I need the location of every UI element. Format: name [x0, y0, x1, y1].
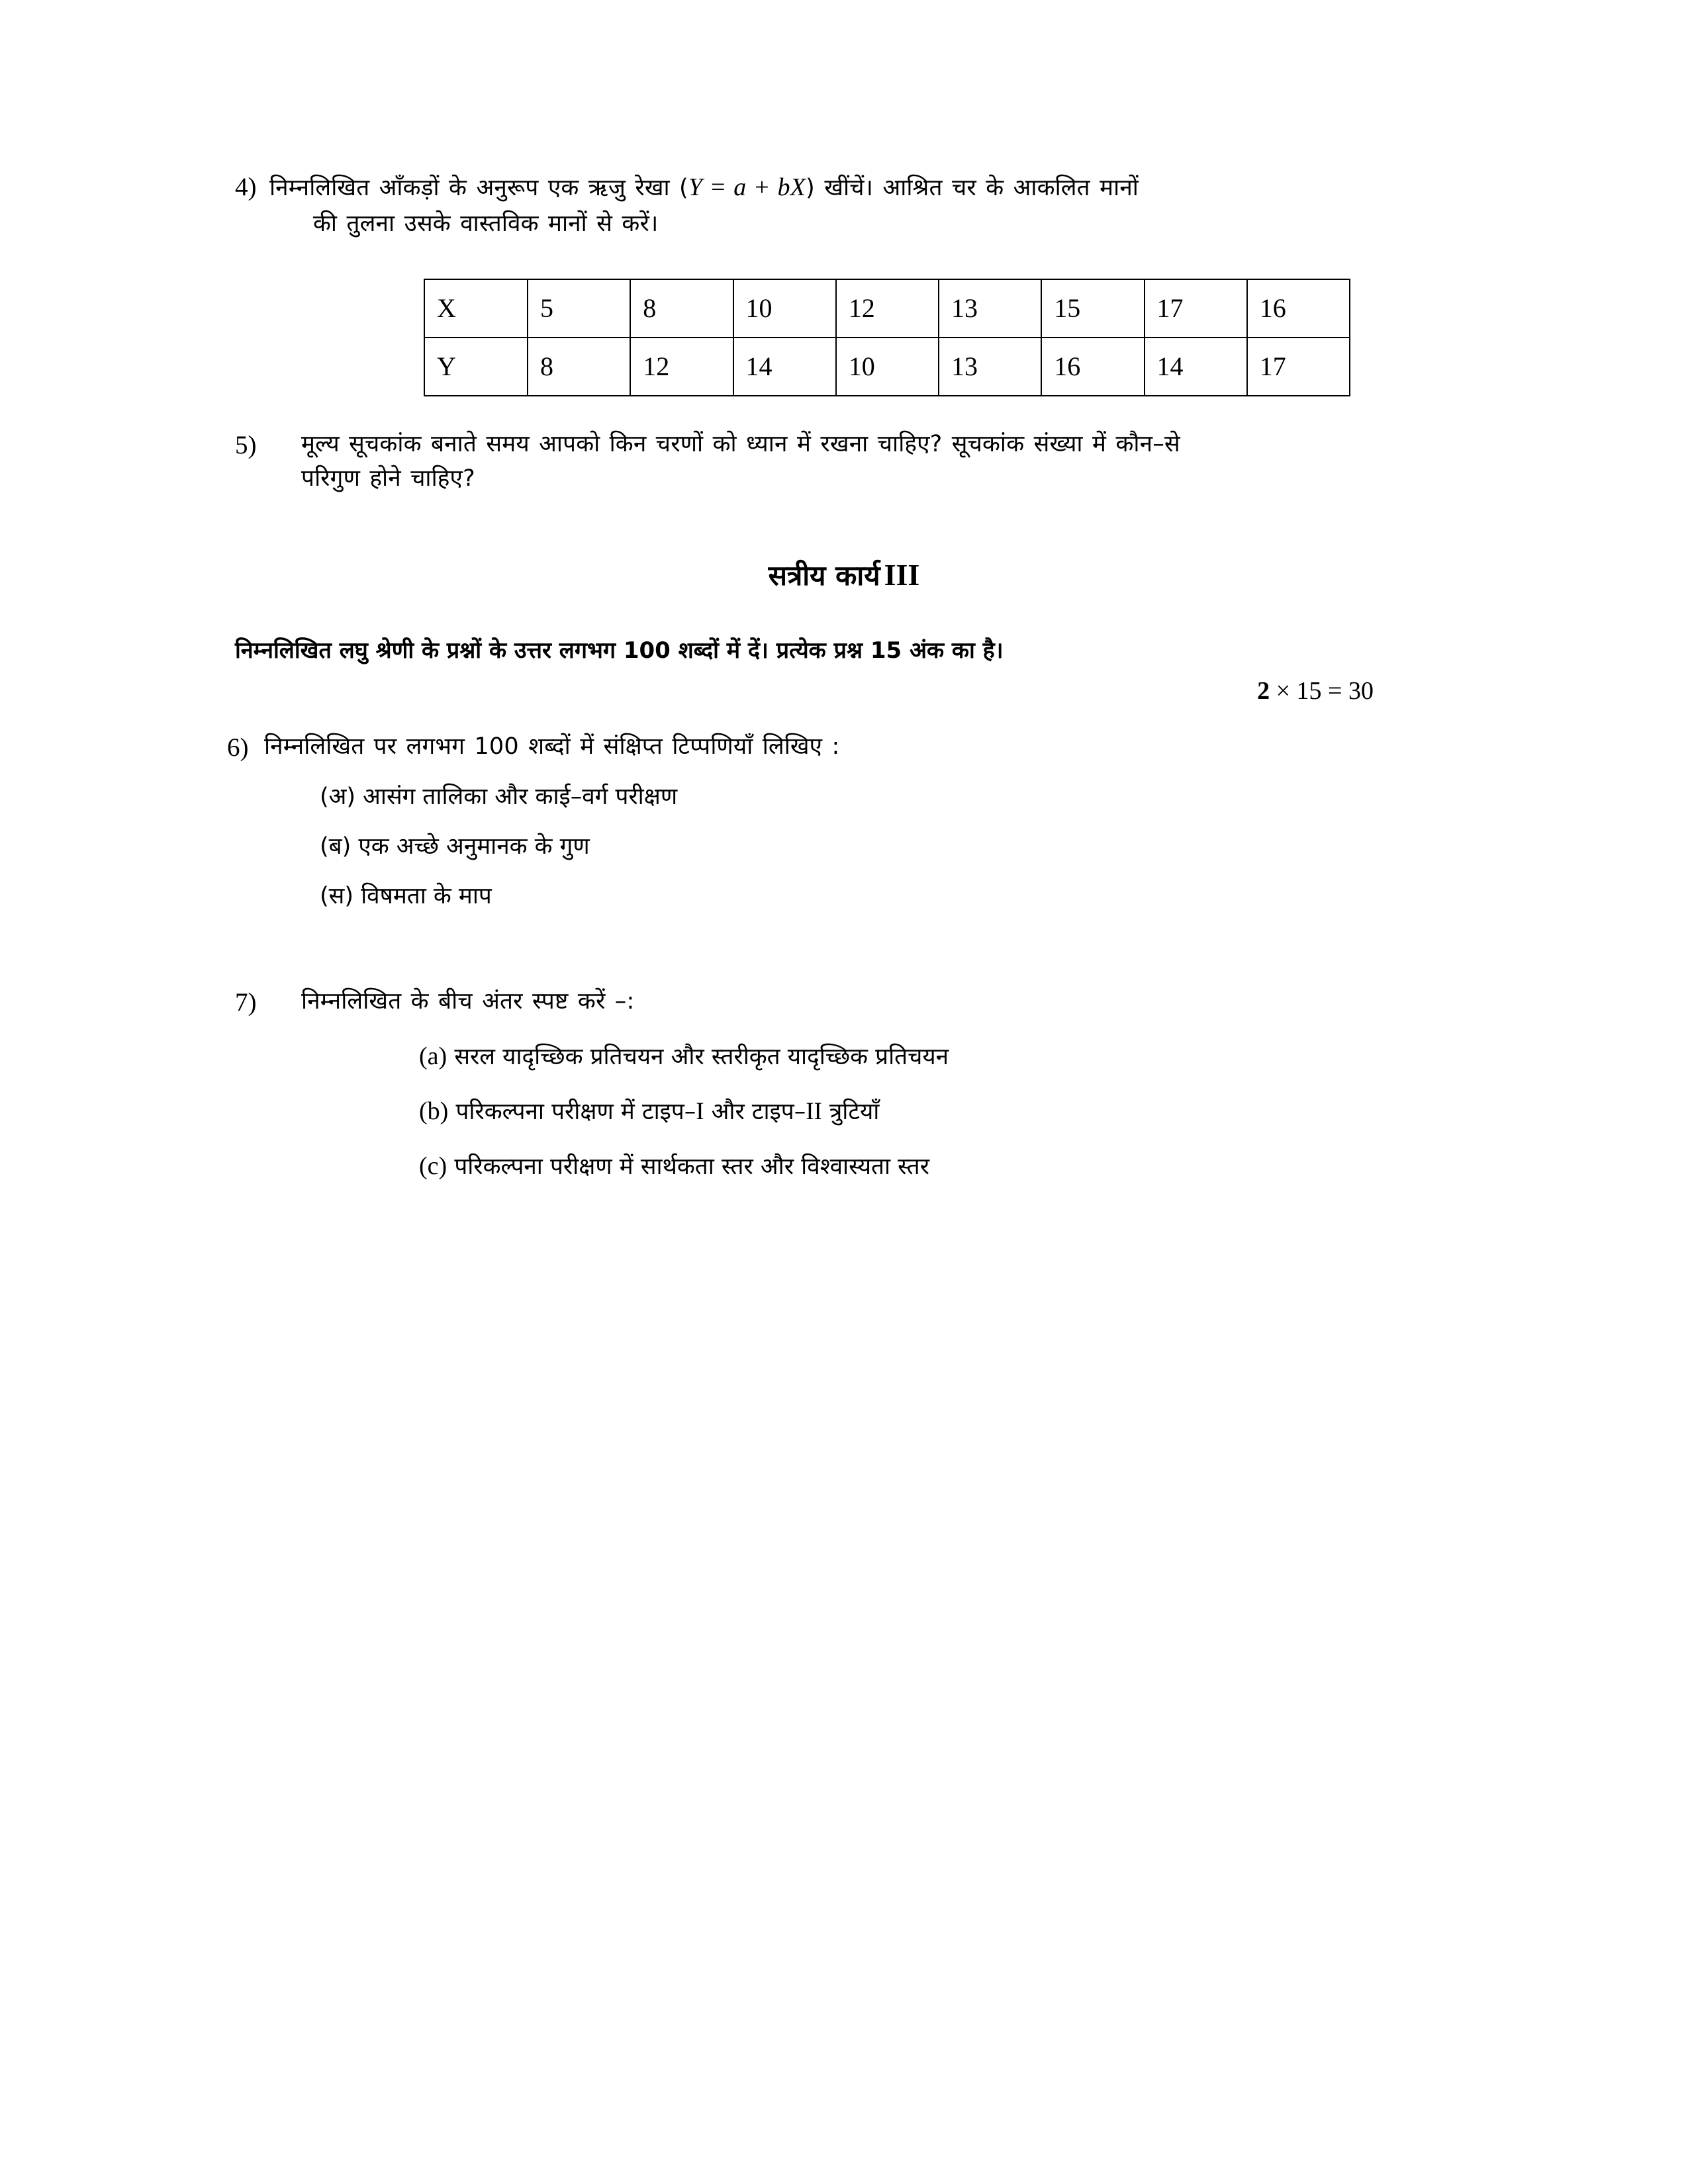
cell-y-0: 8	[528, 338, 630, 396]
section-heading-roman: III	[884, 557, 920, 592]
table-row	[424, 279, 1350, 338]
cell-x-2: 10	[733, 279, 836, 338]
section-heading	[235, 556, 1453, 594]
question-7-subitem-b-roman-1: I	[696, 1097, 704, 1125]
question-4-text-b: ) खींचें। आश्रित चर के आकलित मानों	[806, 175, 1139, 201]
question-4-text-a: निम्नलिखित आँकड़ों के अनुरूप एक ऋजु रेखा (	[269, 175, 688, 201]
question-6-number: 6)	[227, 733, 249, 762]
xy-table-wrap	[424, 279, 1453, 396]
cell-y-7: 17	[1247, 338, 1350, 396]
cell-x-6: 17	[1145, 279, 1247, 338]
question-7-subitem-a-text: सरल यादृच्छिक प्रतिचयन और स्तरीकृत यादृच्छिक प्रतिचयन	[454, 1043, 949, 1070]
question-5-line-2: परिगुण होने चाहिए?	[301, 465, 475, 492]
xy-data-table	[424, 279, 1350, 396]
question-7-subitem-b-text-pre: परिकल्पना परीक्षण में टाइप–	[455, 1098, 696, 1125]
question-5-number: 5)	[235, 430, 257, 459]
question-6-subitem-c: (स) विषमता के माप	[320, 883, 492, 910]
question-7-subitem-b-text-post: त्रुटियाँ	[821, 1098, 880, 1125]
marks-count: 2	[1257, 676, 1270, 705]
question-7-subitem-b	[419, 1094, 1453, 1129]
question-6-body	[264, 729, 1453, 913]
question-7-subitem-b-tag: (b)	[419, 1097, 449, 1125]
page-content	[227, 169, 1453, 1184]
row-label-x: X	[424, 279, 528, 338]
question-7-subitem-a	[419, 1039, 1453, 1074]
cell-x-0: 5	[528, 279, 630, 338]
cell-x-3: 12	[836, 279, 939, 338]
question-7-sublist	[301, 1039, 1453, 1185]
section-instruction: निम्नलिखित लघु श्रेणी के प्रश्नों के उत्तर लगभग 100 शब्दों में दें। प्रत्येक प्रश्न 15 अंक का है।	[235, 637, 1004, 664]
cell-y-2: 14	[733, 338, 836, 396]
cell-y-6: 14	[1145, 338, 1247, 396]
cell-y-4: 13	[939, 338, 1041, 396]
cell-y-3: 10	[836, 338, 939, 396]
question-7-subitem-b-text-mid: और टाइप–	[704, 1098, 806, 1125]
marks-allocation	[235, 676, 1453, 705]
cell-y-5: 16	[1041, 338, 1144, 396]
question-7-line-1: निम्नलिखित के बीच अंतर स्पष्ट करें –:	[301, 988, 635, 1015]
question-6	[227, 729, 1453, 913]
question-7-subitem-b-roman-2: II	[806, 1097, 822, 1125]
question-4-body	[269, 169, 1453, 242]
question-5-body	[301, 427, 1453, 496]
section-heading-text: सत्रीय कार्य	[768, 559, 880, 592]
question-6-subitem-a: (अ) आसंग तालिका और काई–वर्ग परीक्षण	[320, 784, 678, 811]
question-4-line-2: की तुलना उसके वास्तविक मानों से करें।	[313, 210, 659, 237]
cell-y-1: 12	[630, 338, 733, 396]
question-4-line-1	[269, 169, 1453, 206]
question-7-subitem-c	[419, 1149, 1453, 1184]
question-7-subitem-c-text: परिकल्पना परीक्षण में सार्थकता स्तर और विश्वास्यता स्तर	[454, 1154, 930, 1181]
question-6-subitem-b: (ब) एक अच्छे अनुमानक के गुण	[320, 833, 590, 860]
question-7-subitem-a-tag: (a)	[419, 1042, 447, 1070]
question-4-formula: Y = a + bX	[688, 173, 806, 201]
row-label-y: Y	[424, 338, 528, 396]
question-7	[235, 984, 1453, 1184]
question-7-number: 7)	[235, 988, 257, 1017]
question-4	[235, 169, 1453, 242]
cell-x-1: 8	[630, 279, 733, 338]
question-6-line-1: निम्नलिखित पर लगभग 100 शब्दों में संक्षिप्त टिप्पणियाँ लिखिए :	[264, 733, 840, 760]
cell-x-5: 15	[1041, 279, 1144, 338]
question-5-line-1: मूल्य सूचकांक बनाते समय आपको किन चरणों को ध्यान में रखना चाहिए? सूचकांक संख्या में कौन–से	[301, 430, 1180, 457]
question-7-subitem-c-tag: (c)	[419, 1152, 447, 1181]
table-row	[424, 338, 1350, 396]
question-6-sublist	[264, 781, 1453, 913]
question-5	[235, 427, 1453, 496]
cell-x-7: 16	[1247, 279, 1350, 338]
question-4-number: 4)	[235, 173, 257, 201]
marks-expression: × 15 = 30	[1270, 676, 1374, 705]
cell-x-4: 13	[939, 279, 1041, 338]
question-7-body	[301, 984, 1453, 1184]
